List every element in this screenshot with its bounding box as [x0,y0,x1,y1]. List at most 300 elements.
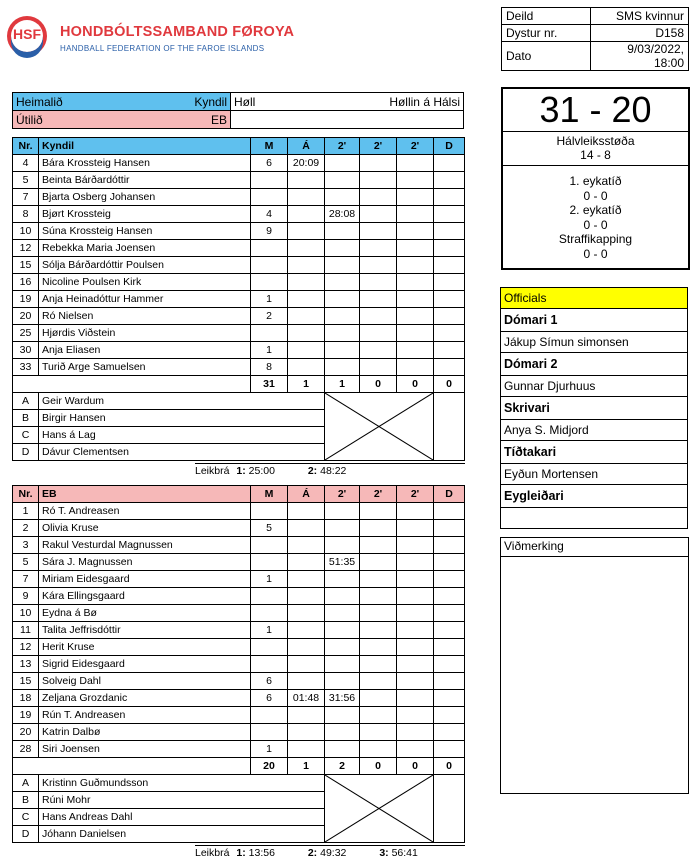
player-2min-2 [360,325,397,342]
player-warning [288,291,325,308]
official-code: B [13,410,39,427]
col-team: Kyndil [39,138,251,155]
player-2min-3 [397,189,434,206]
player-disq [434,257,465,274]
player-disq [434,639,465,656]
player-2min-1 [325,605,360,622]
player-2min-1 [325,155,360,172]
meta-value: D158 [591,25,689,42]
player-disq [434,673,465,690]
player-goals [251,707,288,724]
home-label: Heimalið [16,94,63,109]
team-official-row [13,775,465,792]
player-2min-1 [325,707,360,724]
col-2min-2: 2' [360,138,397,155]
player-2min-2 [360,342,397,359]
player-2min-2 [360,605,397,622]
player-2min-3 [397,588,434,605]
player-name: Siri Joensen [39,741,251,758]
meta-row [502,25,689,42]
player-warning [288,189,325,206]
player-disq [434,571,465,588]
player-nr: 7 [13,571,39,588]
player-name: Solveig Dahl [39,673,251,690]
player-goals: 1 [251,571,288,588]
official-person: Eyðun Mortensen [501,464,688,485]
meta-row [502,42,689,71]
player-warning [288,308,325,325]
official-name: Rúni Mohr [39,792,325,809]
player-disq [434,342,465,359]
player-warning [288,673,325,690]
player-nr: 30 [13,342,39,359]
player-row [13,189,465,206]
official-name: Jóhann Danielsen [39,826,325,843]
player-disq [434,274,465,291]
player-2min-3 [397,571,434,588]
player-goals: 1 [251,342,288,359]
player-name: Beinta Bárðardóttir [39,172,251,189]
official-person-row [501,464,688,485]
player-goals: 1 [251,741,288,758]
player-disq [434,359,465,376]
player-row [13,503,465,520]
total-m: 31 [251,376,288,393]
player-warning [288,359,325,376]
player-goals [251,639,288,656]
player-2min-1 [325,189,360,206]
player-2min-3 [397,342,434,359]
totals-row [13,758,465,775]
player-nr: 16 [13,274,39,291]
player-warning: 01:48 [288,690,325,707]
player-2min-1 [325,639,360,656]
player-2min-3 [397,172,434,189]
player-warning [288,622,325,639]
remarks-box [500,537,689,794]
official-role-row [501,353,688,376]
official-person [501,508,688,529]
player-row [13,274,465,291]
player-warning [288,257,325,274]
player-disq [434,325,465,342]
player-name: Nicoline Poulsen Kirk [39,274,251,291]
player-name: Herit Kruse [39,639,251,656]
player-row [13,622,465,639]
player-name: Súna Krossteig Hansen [39,223,251,240]
player-disq [434,206,465,223]
team-official-row [13,393,465,410]
player-2min-1 [325,257,360,274]
remarks-label: Viðmerking [501,538,688,557]
player-row [13,724,465,741]
player-name: Anja Heinadóttur Hammer [39,291,251,308]
player-2min-1: 31:56 [325,690,360,707]
player-2min-1 [325,724,360,741]
official-role: Skrivari [501,397,688,420]
col-nr: Nr. [13,138,39,155]
total-t1: 2 [325,758,360,775]
player-2min-3 [397,325,434,342]
player-row [13,359,465,376]
player-2min-3 [397,155,434,172]
player-2min-2 [360,724,397,741]
player-2min-2 [360,308,397,325]
match-officials [500,287,688,529]
player-goals [251,325,288,342]
total-d: 0 [434,376,465,393]
total-d: 0 [434,758,465,775]
pen-label: Straffikapping [558,232,633,246]
col-2min-1: 2' [325,486,360,503]
col-team: EB [39,486,251,503]
player-2min-3 [397,724,434,741]
player-name: Ró Nielsen [39,308,251,325]
player-2min-3 [397,741,434,758]
away-label: Útilið [16,112,43,127]
player-name: Anja Eliasen [39,342,251,359]
player-2min-3 [397,240,434,257]
away-name: EB [210,112,227,127]
official-code: C [13,427,39,444]
totals-row [13,376,465,393]
player-nr: 18 [13,690,39,707]
meta-label: Dystur nr. [502,25,591,42]
player-name: Sára J. Magnussen [39,554,251,571]
player-warning [288,503,325,520]
player-row [13,342,465,359]
player-2min-3 [397,622,434,639]
player-disq [434,537,465,554]
player-nr: 2 [13,520,39,537]
player-2min-1 [325,520,360,537]
player-goals: 6 [251,155,288,172]
player-2min-2 [360,656,397,673]
col-d: D [434,486,465,503]
player-name: Kára Ellingsgaard [39,588,251,605]
player-2min-2 [360,240,397,257]
player-2min-3 [397,707,434,724]
player-2min-2 [360,690,397,707]
player-nr: 15 [13,673,39,690]
player-2min-2 [360,359,397,376]
player-nr: 20 [13,724,39,741]
player-warning [288,537,325,554]
hsf-logo-icon [5,12,49,62]
col-m: M [251,486,288,503]
player-name: Bjarta Osberg Johansen [39,189,251,206]
total-a: 1 [288,758,325,775]
player-2min-2 [360,571,397,588]
official-person: Anya S. Midjord [501,420,688,441]
player-goals: 4 [251,206,288,223]
player-nr: 1 [13,503,39,520]
player-2min-1 [325,622,360,639]
official-name: Dávur Clementsen [39,444,325,461]
player-row [13,520,465,537]
official-cross-box [325,775,434,843]
player-nr: 7 [13,189,39,206]
player-2min-2 [360,537,397,554]
player-name: Rakul Vesturdal Magnussen [39,537,251,554]
player-2min-2 [360,291,397,308]
player-2min-3 [397,656,434,673]
total-t3: 0 [397,376,434,393]
player-row [13,291,465,308]
player-nr: 10 [13,605,39,622]
player-row [13,155,465,172]
player-goals [251,503,288,520]
halftime-score: 14 - 8 [580,148,611,162]
player-row [13,707,465,724]
official-person: Gunnar Djurhuus [501,376,688,397]
player-2min-3 [397,690,434,707]
player-2min-2 [360,503,397,520]
official-role: Eygleiðari [501,485,688,508]
player-disq [434,155,465,172]
player-disq [434,707,465,724]
total-a: 1 [288,376,325,393]
player-warning [288,325,325,342]
et1-label: 1. eykatíð [569,174,622,188]
player-name: Ró T. Andreasen [39,503,251,520]
player-nr: 12 [13,639,39,656]
player-2min-1 [325,274,360,291]
hall-name: Høllin á Hálsi [389,94,460,109]
player-row [13,308,465,325]
official-person-row [501,420,688,441]
col-2min-1: 2' [325,138,360,155]
player-warning [288,223,325,240]
player-disq [434,172,465,189]
meta-label: Dato [502,42,591,71]
player-nr: 5 [13,554,39,571]
cross-icon [325,393,433,460]
player-goals: 1 [251,622,288,639]
player-row [13,257,465,274]
player-disq [434,554,465,571]
total-m: 20 [251,758,288,775]
player-disq [434,291,465,308]
player-2min-2 [360,257,397,274]
official-role: Dómari 1 [501,309,688,332]
player-warning [288,571,325,588]
officials-header: Officials [501,288,688,309]
total-t2: 0 [360,758,397,775]
official-role: Tíðtakari [501,441,688,464]
player-name: Rebekka Maria Joensen [39,240,251,257]
player-2min-2 [360,554,397,571]
official-person-row [501,508,688,529]
player-2min-2 [360,155,397,172]
official-code: C [13,809,39,826]
player-2min-3 [397,605,434,622]
player-2min-3 [397,673,434,690]
hall-label: Høll [234,94,256,109]
player-2min-1 [325,503,360,520]
player-name: Rún T. Andreasen [39,707,251,724]
player-2min-1: 51:35 [325,554,360,571]
player-nr: 10 [13,223,39,240]
official-role-row [501,397,688,420]
home-name: Kyndil [194,94,227,109]
player-2min-3 [397,223,434,240]
player-warning [288,707,325,724]
away-roster [12,485,465,843]
cross-icon [325,775,433,842]
player-disq [434,503,465,520]
player-warning [288,274,325,291]
player-nr: 12 [13,240,39,257]
player-2min-3 [397,291,434,308]
player-2min-3 [397,554,434,571]
player-row [13,223,465,240]
player-row [13,206,465,223]
player-warning [288,206,325,223]
player-disq [434,690,465,707]
player-2min-1 [325,240,360,257]
player-name: Turið Arge Samuelsen [39,359,251,376]
player-warning [288,741,325,758]
meta-value: SMS kvinnur [591,8,689,25]
home-leikbra: Leikbrá 1: 25:00 2: 48:22 [195,463,465,477]
meta-row [502,8,689,25]
official-code: B [13,792,39,809]
player-2min-1: 28:08 [325,206,360,223]
col-d: D [434,138,465,155]
official-person-row [501,376,688,397]
player-2min-1 [325,673,360,690]
player-goals [251,240,288,257]
home-roster [12,137,465,461]
col-m: M [251,138,288,155]
player-row [13,690,465,707]
player-name: Katrin Dalbø [39,724,251,741]
official-person-row [501,332,688,353]
player-2min-2 [360,588,397,605]
player-disq [434,724,465,741]
player-nr: 13 [13,656,39,673]
player-nr: 19 [13,291,39,308]
player-2min-2 [360,274,397,291]
player-disq [434,240,465,257]
player-nr: 20 [13,308,39,325]
player-nr: 15 [13,257,39,274]
player-2min-2 [360,707,397,724]
player-nr: 8 [13,206,39,223]
official-code: D [13,444,39,461]
player-nr: 3 [13,537,39,554]
player-2min-3 [397,520,434,537]
official-role-row [501,309,688,332]
player-2min-1 [325,656,360,673]
player-2min-2 [360,741,397,758]
federation-subtitle: HANDBALL FEDERATION OF THE FAROE ISLANDS [60,44,265,53]
official-name: Kristinn Guðmundsson [39,775,325,792]
player-warning [288,554,325,571]
match-meta [501,7,689,71]
et2-label: 2. eykatíð [569,203,622,217]
player-name: Hjørdis Viðstein [39,325,251,342]
player-2min-2 [360,172,397,189]
player-nr: 28 [13,741,39,758]
total-t1: 1 [325,376,360,393]
player-2min-2 [360,223,397,240]
official-person: Jákup Símun simonsen [501,332,688,353]
player-2min-2 [360,520,397,537]
player-row [13,240,465,257]
et1-score: 0 - 0 [583,188,608,203]
player-2min-1 [325,342,360,359]
svg-text:HSF: HSF [13,26,41,42]
player-2min-2 [360,639,397,656]
player-2min-3 [397,537,434,554]
official-cross-box [325,393,434,461]
player-goals: 9 [251,223,288,240]
player-goals [251,588,288,605]
col-2min-3: 2' [397,138,434,155]
player-goals [251,172,288,189]
player-row [13,588,465,605]
player-disq [434,588,465,605]
player-2min-3 [397,359,434,376]
player-row [13,673,465,690]
player-goals: 1 [251,291,288,308]
player-goals [251,724,288,741]
player-name: Bára Krossteig Hansen [39,155,251,172]
final-score: 31 - 20 [503,89,688,132]
player-name: Zeljana Grozdanic [39,690,251,707]
player-2min-1 [325,537,360,554]
player-2min-3 [397,503,434,520]
official-role-row [501,441,688,464]
player-name: Sigrid Eidesgaard [39,656,251,673]
player-2min-1 [325,223,360,240]
official-code: A [13,393,39,410]
player-row [13,639,465,656]
federation-logo [5,12,49,62]
col-a: Á [288,486,325,503]
player-goals: 6 [251,673,288,690]
official-name: Hans á Lag [39,427,325,444]
player-nr: 19 [13,707,39,724]
player-2min-2 [360,206,397,223]
player-row [13,554,465,571]
official-code: A [13,775,39,792]
player-2min-3 [397,274,434,291]
player-goals [251,605,288,622]
player-disq [434,622,465,639]
player-2min-1 [325,359,360,376]
player-goals: 2 [251,308,288,325]
player-goals [251,554,288,571]
total-t2: 0 [360,376,397,393]
player-nr: 5 [13,172,39,189]
player-name: Talita Jeffrisdóttir [39,622,251,639]
player-goals [251,257,288,274]
player-2min-1 [325,308,360,325]
pen-score: 0 - 0 [583,246,608,261]
federation-name: HONDBÓLTSSAMBAND FØROYA [60,24,295,40]
player-disq [434,189,465,206]
player-2min-3 [397,257,434,274]
player-row [13,656,465,673]
player-2min-3 [397,639,434,656]
teams-header [12,92,464,129]
player-row [13,325,465,342]
player-disq [434,656,465,673]
player-nr: 25 [13,325,39,342]
